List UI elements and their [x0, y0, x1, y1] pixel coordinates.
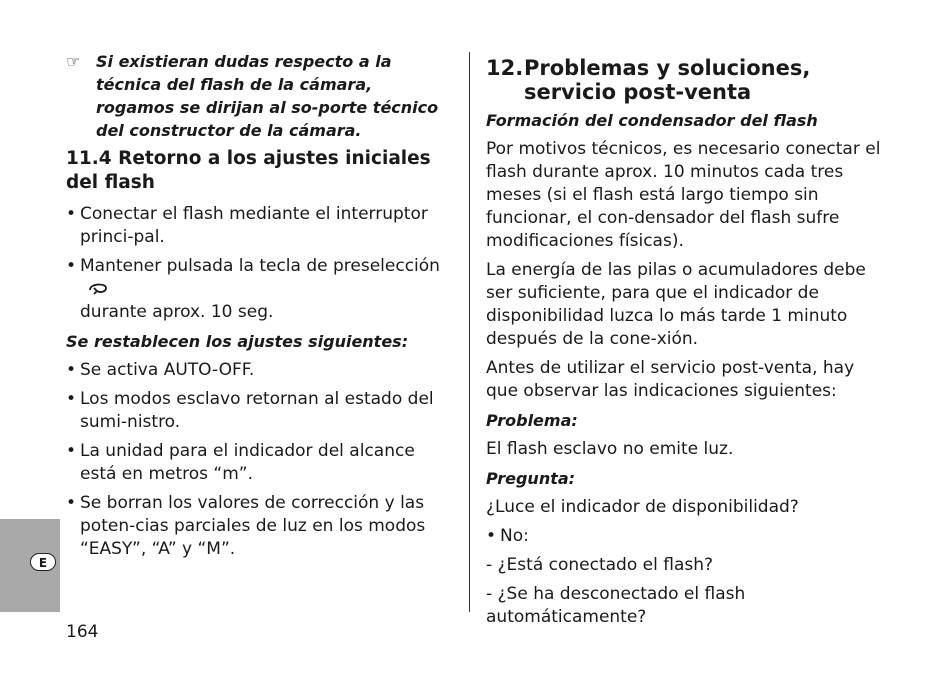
question-text: ¿Luce el indicador de disponibilidad?: [486, 497, 799, 517]
answer-text: No:: [500, 526, 529, 546]
paragraph: Antes de utilizar el servicio post-venta, hay que observar las indicaciones siguientes:: [486, 358, 855, 401]
list-item: [66, 203, 456, 249]
list-item: [66, 255, 456, 324]
bullet: •: [66, 256, 77, 276]
section-title: 11.4 Retorno a los ajustes iniciales del flash: [66, 148, 431, 193]
preset-return-icon: [86, 279, 110, 297]
column-divider: [469, 52, 470, 612]
list-item-text: Se activa AUTO-OFF.: [80, 360, 255, 380]
list-item: [66, 440, 456, 486]
check-item: - ¿Se ha desconectado el flash automáticamente?: [486, 584, 746, 627]
list-item: [66, 492, 456, 561]
question-label: Pregunta:: [486, 469, 576, 488]
right-column: [486, 50, 881, 635]
list-item-text: Los modos esclavo retornan al estado del sumi-nistro.: [80, 389, 434, 432]
note: [66, 50, 456, 142]
list-item: [486, 525, 881, 548]
chapter-title: [486, 56, 881, 104]
note-text: Si existieran dudas respecto a la técnica del flash de la cámara, rogamos se dirijan al so-porte técnico del constructor de la cámara.: [96, 52, 439, 140]
bullet: •: [66, 493, 77, 513]
bullet: •: [486, 526, 497, 546]
list-item-text: Se borran los valores de corrección y las poten-cias parciales de luz en los modos “EASY”, “A” y “M”.: [80, 493, 426, 559]
problem-label: Problema:: [486, 411, 578, 430]
step-text: Mantener pulsada la tecla de preselección: [80, 256, 440, 276]
list-item-text: [80, 255, 456, 324]
list-item: [66, 388, 456, 434]
chapter-title-text: Problemas y soluciones, servicio post-venta: [524, 56, 811, 104]
subheading: Formación del condensador del flash: [486, 111, 818, 130]
page-number: 164: [66, 622, 99, 642]
subheading: Se restablecen los ajustes siguientes:: [66, 332, 409, 351]
bullet: •: [66, 441, 77, 461]
list-item-text: Conectar el flash mediante el interruptor princi-pal.: [80, 204, 428, 247]
left-column: [66, 50, 456, 567]
problem-text: El flash esclavo no emite luz.: [486, 439, 734, 459]
paragraph: La energía de las pilas o acumuladores debe ser suficiente, para que el indicador de disponibilidad luzca lo más tarde 1 minuto después de la cone-xión.: [486, 260, 866, 349]
paragraph: Por motivos técnicos, es necesario conectar el flash durante aprox. 10 minutos cada tres meses (si el flash está largo tiempo sin funcionar, el con-densador del flash sufre modificaciones físicas).: [486, 139, 881, 251]
language-badge: E: [30, 553, 56, 571]
chapter-number: 12.: [486, 56, 524, 80]
step-text: durante aprox. 10 seg.: [80, 302, 274, 322]
pointing-hand-icon: ☞: [66, 52, 81, 71]
bullet: •: [66, 204, 77, 224]
list-item-text: La unidad para el indicador del alcance está en metros “m”.: [80, 441, 415, 484]
bullet: •: [66, 389, 77, 409]
check-item: - ¿Está conectado el flash?: [486, 555, 714, 575]
bullet: •: [66, 360, 77, 380]
list-item: [66, 359, 456, 382]
